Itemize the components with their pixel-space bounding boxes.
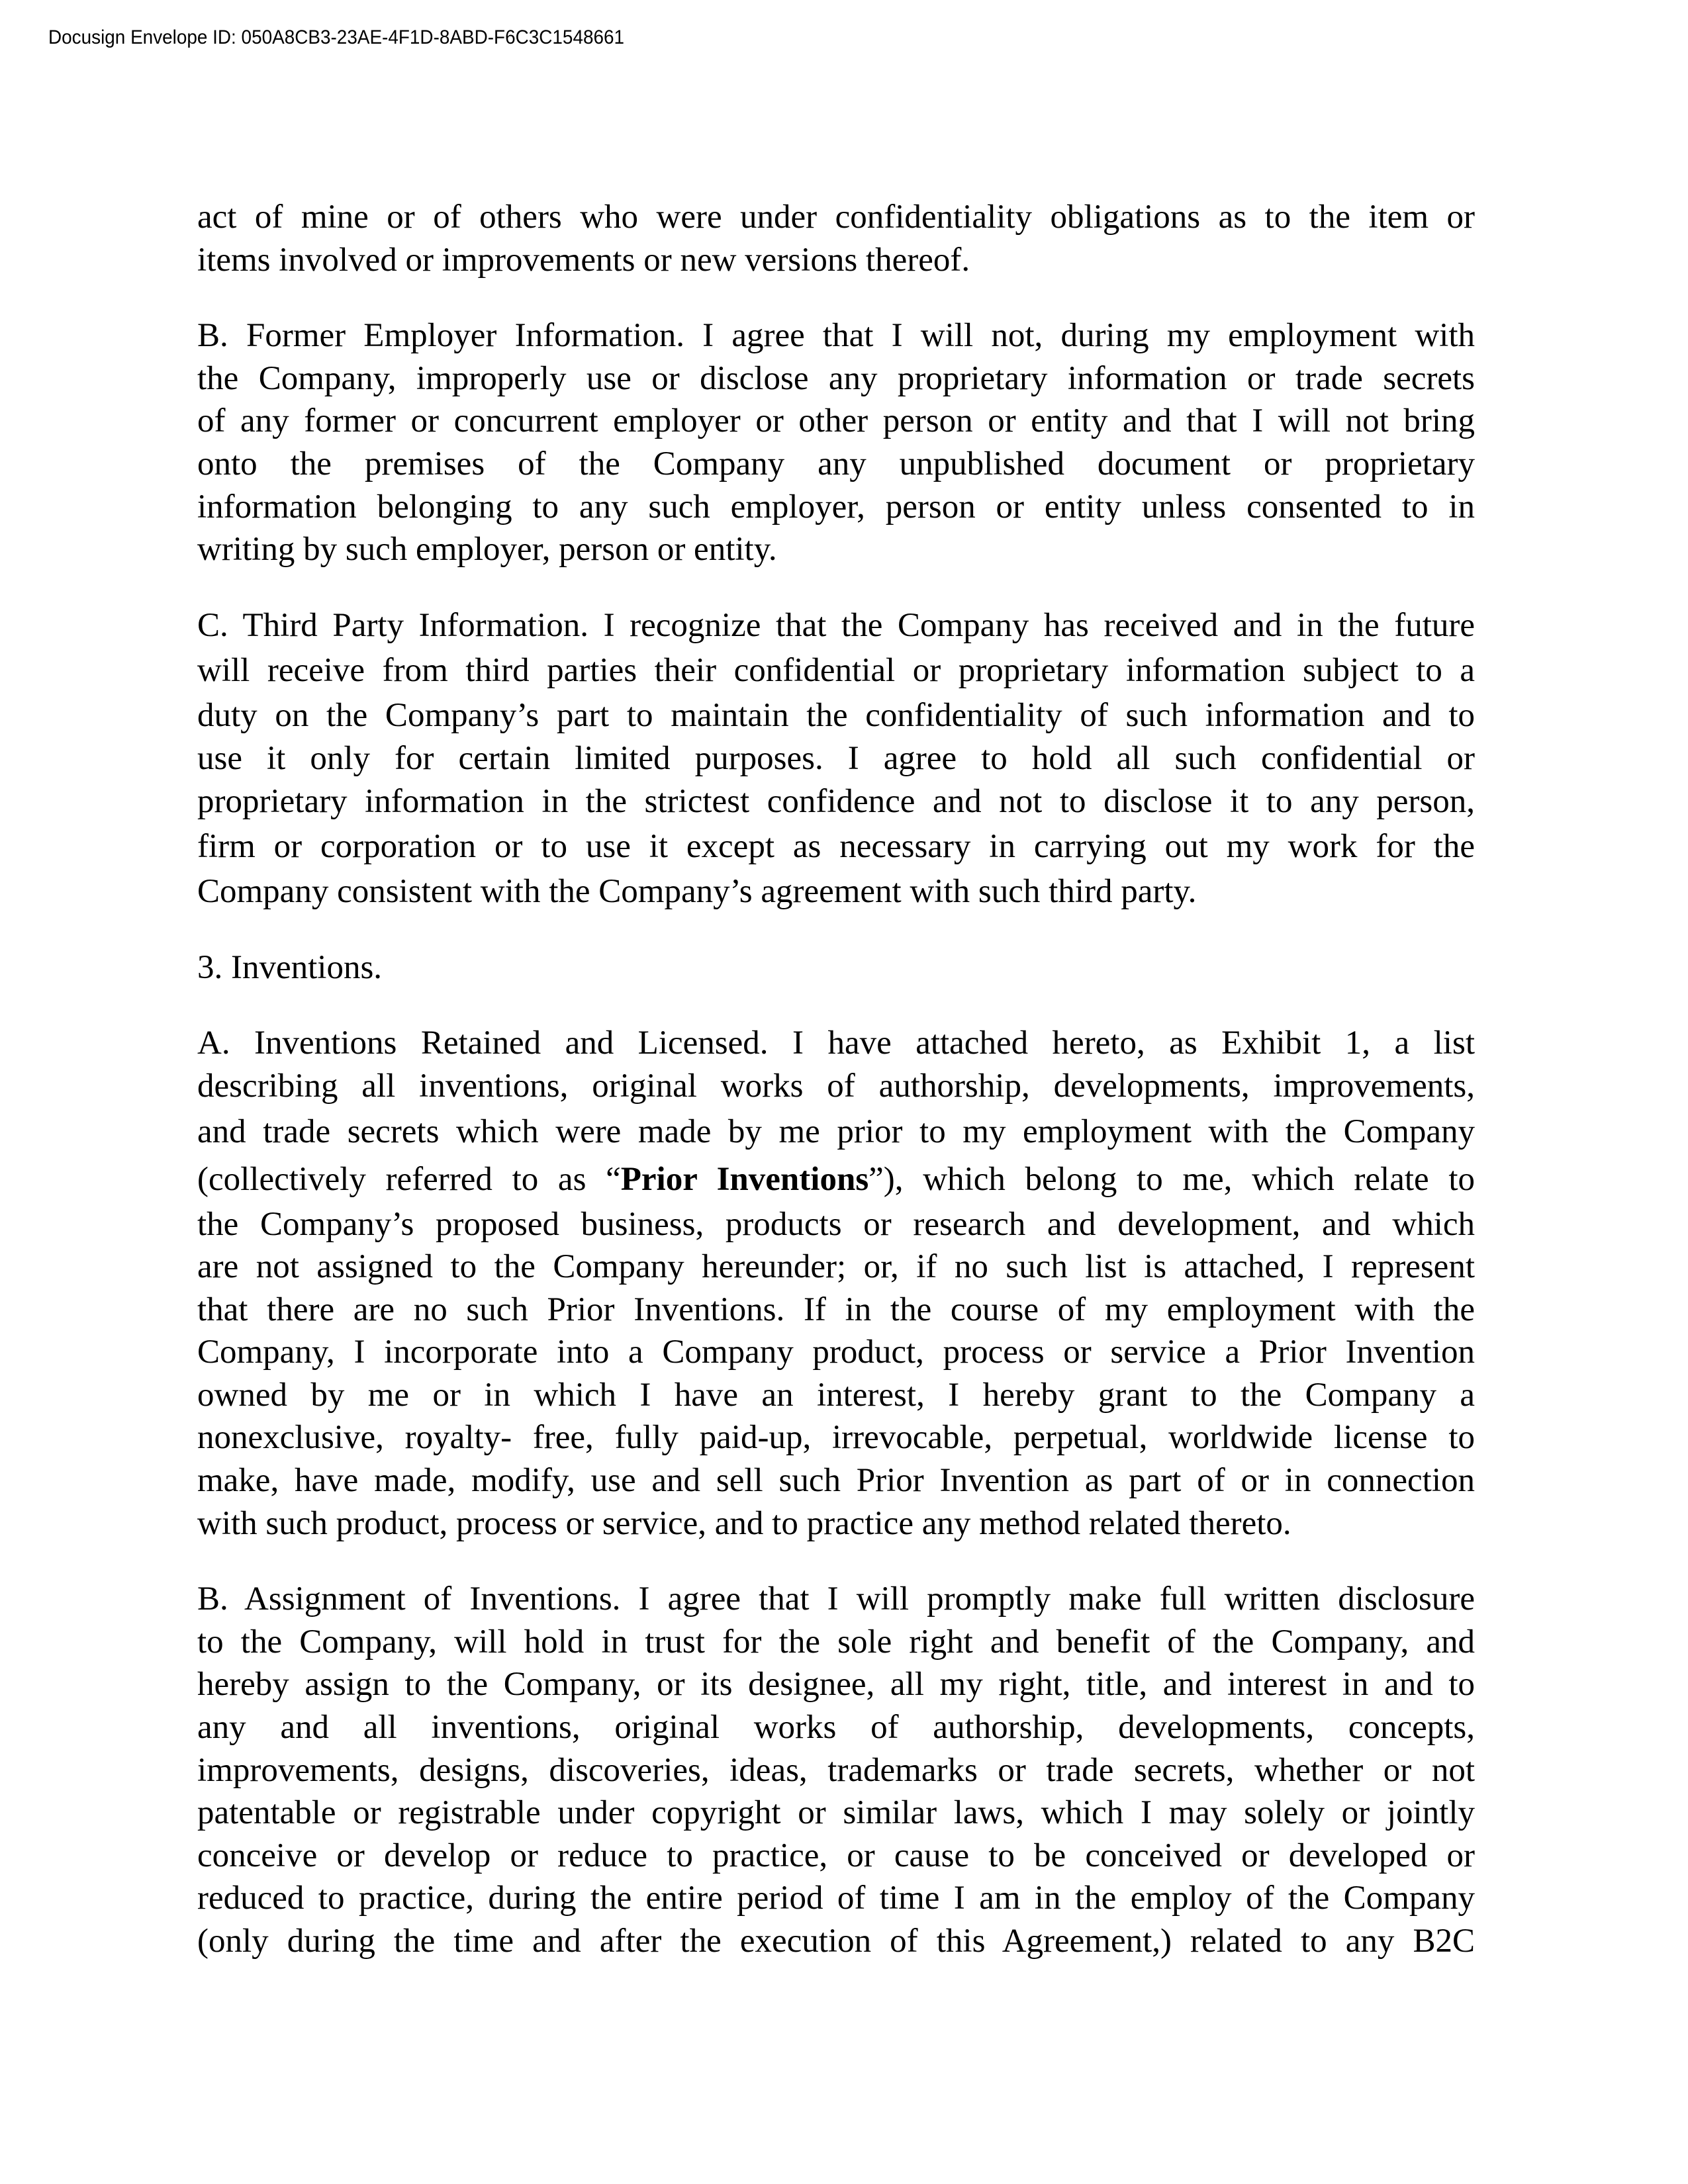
text-line: to the Company, will hold in trust for the sole right and benefit of the Company, and xyxy=(197,1623,1475,1661)
paragraph-continuation xyxy=(197,196,1475,281)
text-line: any and all inventions, original works of authorship, developments, concepts, xyxy=(197,1709,1475,1747)
text-line: of any former or concurrent employer or other person or entity and that I will not bring xyxy=(197,402,1475,440)
text-line: firm or corporation or to use it except as necessary in carrying out my work for the xyxy=(197,828,1475,866)
text-line: owned by me or in which I have an interest, I hereby grant to the Company a xyxy=(197,1376,1475,1414)
text-line: patentable or registrable under copyright or similar laws, which I may solely or jointly xyxy=(197,1794,1475,1832)
text-line: onto the premises of the Company any unpublished document or proprietary xyxy=(197,445,1475,482)
text-line: duty on the Company’s part to maintain the confidentiality of such information and to xyxy=(197,697,1475,735)
text-line: improvements, designs, discoveries, ideas, trademarks or trade secrets, whether or not xyxy=(197,1751,1475,1789)
text-line: describing all inventions, original works of authorship, developments, improvements, xyxy=(197,1067,1475,1105)
text-segment: ”), which belong to me, which relate to xyxy=(868,1160,1476,1198)
text-line: make, have made, modify, use and sell such Prior Invention as part of or in connection xyxy=(197,1462,1475,1500)
text-line xyxy=(197,1156,1475,1203)
text-line: act of mine or of others who were under confidentiality obligations as to the item or xyxy=(197,199,1475,236)
text-line: C. Third Party Information. I recognize that the Company has received and in the future xyxy=(197,606,1475,644)
text-line: hereby assign to the Company, or its designee, all my right, title, and interest in and to xyxy=(197,1666,1475,1704)
text-line: Company consistent with the Company’s agreement with such third party. xyxy=(197,873,1197,911)
text-line: items involved or improvements or new versions thereof. xyxy=(197,241,970,279)
text-line: writing by such employer, person or entity. xyxy=(197,531,777,569)
text-line: A. Inventions Retained and Licensed. I have attached hereto, as Exhibit 1, a list xyxy=(197,1024,1475,1062)
text-line: information belonging to any such employer, person or entity unless consented to in xyxy=(197,488,1475,525)
defined-term-prior-inventions: Prior Inventions xyxy=(620,1160,869,1198)
text-line: conceive or develop or reduce to practice, or cause to be conceived or developed or xyxy=(197,1837,1475,1874)
docusign-envelope-id: Docusign Envelope ID: 050A8CB3-23AE-4F1D-8ABD-F6C3C1548661 xyxy=(48,26,625,48)
text-line: use it only for certain limited purposes. I agree to hold all such confidential or xyxy=(197,739,1475,777)
text-line: Company, I incorporate into a Company product, process or service a Prior Invention xyxy=(197,1334,1475,1371)
text-line: nonexclusive, royalty- free, fully paid-up, irrevocable, perpetual, worldwide license to xyxy=(197,1419,1475,1457)
paragraph-assignment-of-inventions xyxy=(197,1578,1475,1962)
text-line: with such product, process or service, and to practice any method related thereto. xyxy=(197,1504,1291,1542)
text-line: B. Assignment of Inventions. I agree that I will promptly make full written disclosure xyxy=(197,1580,1475,1618)
text-line: will receive from third parties their confidential or proprietary information subject to a xyxy=(197,652,1475,690)
text-line: (only during the time and after the execution of this Agreement,) related to any B2C xyxy=(197,1923,1475,1960)
text-line: the Company, improperly use or disclose any proprietary information or trade secrets xyxy=(197,359,1475,397)
paragraph-former-employer-information xyxy=(197,314,1475,571)
text-line: proprietary information in the strictest confidence and not to disclose it to any person, xyxy=(197,782,1475,820)
text-line: reduced to practice, during the entire period of time I am in the employ of the Company xyxy=(197,1880,1475,1917)
text-line: B. Former Employer Information. I agree that I will not, during my employment with xyxy=(197,317,1475,355)
text-line: the Company’s proposed business, products or research and development, and which xyxy=(197,1205,1475,1243)
section-heading-inventions xyxy=(197,946,1475,989)
paragraph-inventions-retained-and-licensed xyxy=(197,1022,1475,1545)
text-line: that there are no such Prior Inventions. If in the course of my employment with the xyxy=(197,1291,1475,1328)
section-heading: 3. Inventions. xyxy=(197,948,383,986)
text-line: are not assigned to the Company hereunder; or, if no such list is attached, I represent xyxy=(197,1248,1475,1286)
text-segment: (collectively referred to as “ xyxy=(197,1160,621,1198)
text-line: and trade secrets which were made by me prior to my employment with the Company xyxy=(197,1113,1475,1150)
paragraph-third-party-information xyxy=(197,604,1475,913)
document-body xyxy=(197,196,1475,1996)
